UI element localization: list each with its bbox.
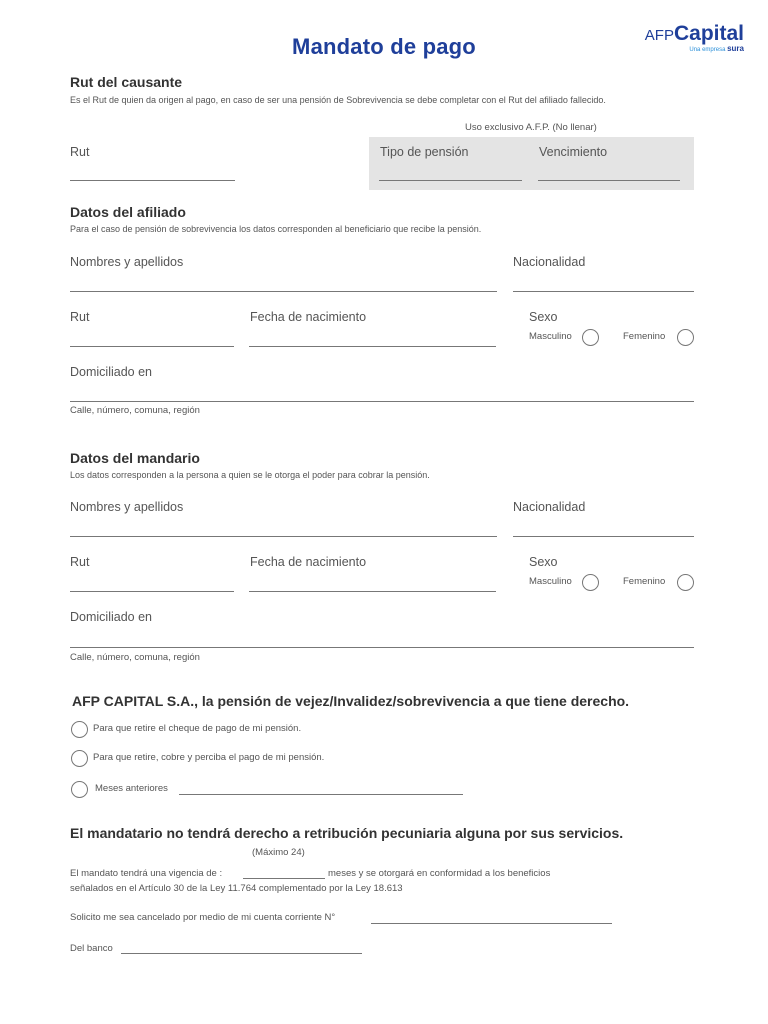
afiliado-rut-field[interactable]: [70, 346, 234, 347]
logo-afp: AFP: [644, 27, 674, 44]
afiliado-femenino-radio[interactable]: [677, 329, 694, 346]
mandario-masculino-radio[interactable]: [582, 574, 599, 591]
afiliado-rut-label: Rut: [70, 310, 90, 324]
afp-exclusive-note: Uso exclusivo A.F.P. (No llenar): [465, 122, 597, 133]
mandario-fecha-label: Fecha de nacimiento: [250, 555, 367, 569]
mandario-note: Los datos corresponden a la persona a quien se le otorga el poder para cobrar la pensión.: [70, 470, 430, 480]
causante-heading: Rut del causante: [70, 74, 183, 90]
mandario-nombres-field[interactable]: [70, 536, 497, 537]
mandario-femenino-radio[interactable]: [677, 574, 694, 591]
afiliado-domicilio-label: Domiciliado en: [70, 365, 152, 379]
afiliado-note: Para el caso de pensión de sobrevivencia los datos corresponden al beneficiario que recibe la pensión.: [70, 224, 482, 234]
vigencia-meses-field[interactable]: [243, 878, 325, 879]
afiliado-domicilio-field[interactable]: [70, 401, 694, 402]
causante-rut-label: Rut: [70, 145, 90, 159]
mandario-femenino-label: Femenino: [623, 576, 666, 587]
vigencia-text-b: meses y se otorgará en conformidad a los beneficios: [328, 868, 551, 879]
mandario-rut-label: Rut: [70, 555, 90, 569]
retribucion-heading: El mandatario no tendrá derecho a retribución pecuniaria alguna por sus servicios.: [70, 825, 624, 841]
afiliado-fecha-label: Fecha de nacimiento: [250, 310, 367, 324]
mandario-masculino-label: Masculino: [529, 576, 572, 587]
mandario-domicilio-label: Domiciliado en: [70, 610, 152, 624]
maximo-note: (Máximo 24): [252, 847, 305, 858]
vigencia-text-a: El mandato tendrá una vigencia de :: [70, 868, 223, 879]
mandario-sexo-label: Sexo: [529, 555, 558, 569]
opt-retire-cheque-radio[interactable]: [71, 721, 88, 738]
mandario-direccion-hint: Calle, número, comuna, región: [70, 652, 200, 663]
mandario-nombres-label: Nombres y apellidos: [70, 500, 184, 514]
afiliado-nombres-label: Nombres y apellidos: [70, 255, 184, 269]
afiliado-nombres-field[interactable]: [70, 291, 497, 292]
afiliado-sexo-label: Sexo: [529, 310, 558, 324]
cuenta-corriente-label: Solicito me sea cancelado por medio de mi cuenta corriente N°: [70, 912, 336, 923]
opt-retire-cobre-label: Para que retire, cobre y perciba el pago de mi pensión.: [93, 752, 325, 763]
vigencia-text-c: señalados en el Artículo 30 de la Ley 11.764 complementado por la Ley 18.613: [70, 883, 403, 894]
vencimiento-label: Vencimiento: [539, 145, 608, 159]
afiliado-nacionalidad-label: Nacionalidad: [513, 255, 586, 269]
logo-capital: Capital: [673, 22, 744, 45]
mandario-fecha-field[interactable]: [249, 591, 496, 592]
causante-note: Es el Rut de quien da origen al pago, en caso de ser una pensión de Sobrevivencia se debe completar con el Rut del afiliado fallecido.: [70, 95, 606, 105]
opt-meses-anteriores-label: Meses anteriores: [95, 783, 168, 794]
afiliado-fecha-field[interactable]: [249, 346, 496, 347]
afiliado-masculino-label: Masculino: [529, 331, 572, 342]
banco-label: Del banco: [70, 943, 113, 954]
opt-retire-cobre-radio[interactable]: [71, 750, 88, 767]
meses-anteriores-field[interactable]: [179, 794, 463, 795]
mandario-nacionalidad-label: Nacionalidad: [513, 500, 586, 514]
tipo-pension-label: Tipo de pensión: [380, 145, 469, 159]
pension-heading: AFP CAPITAL S.A., la pensión de vejez/Invalidez/sobrevivencia a que tiene derecho.: [72, 693, 630, 709]
afiliado-heading: Datos del afiliado: [70, 204, 186, 220]
mandario-domicilio-field[interactable]: [70, 647, 694, 648]
opt-retire-cheque-label: Para que retire el cheque de pago de mi pensión.: [93, 723, 302, 734]
opt-meses-anteriores-radio[interactable]: [71, 781, 88, 798]
tipo-pension-field: [379, 180, 522, 181]
logo-tagline: Una empresa sura: [689, 44, 744, 53]
mandario-nacionalidad-field[interactable]: [513, 536, 694, 537]
causante-rut-field[interactable]: [70, 180, 235, 181]
afiliado-masculino-radio[interactable]: [582, 329, 599, 346]
afiliado-nacionalidad-field[interactable]: [513, 291, 694, 292]
afiliado-femenino-label: Femenino: [623, 331, 666, 342]
vencimiento-field: [538, 180, 680, 181]
afp-capital-logo: [645, 22, 744, 53]
cuenta-corriente-field[interactable]: [371, 923, 612, 924]
banco-field[interactable]: [121, 953, 362, 954]
mandario-rut-field[interactable]: [70, 591, 234, 592]
mandario-heading: Datos del mandario: [70, 450, 200, 466]
page-title: Mandato de pago: [292, 34, 476, 59]
afiliado-direccion-hint: Calle, número, comuna, región: [70, 405, 200, 416]
